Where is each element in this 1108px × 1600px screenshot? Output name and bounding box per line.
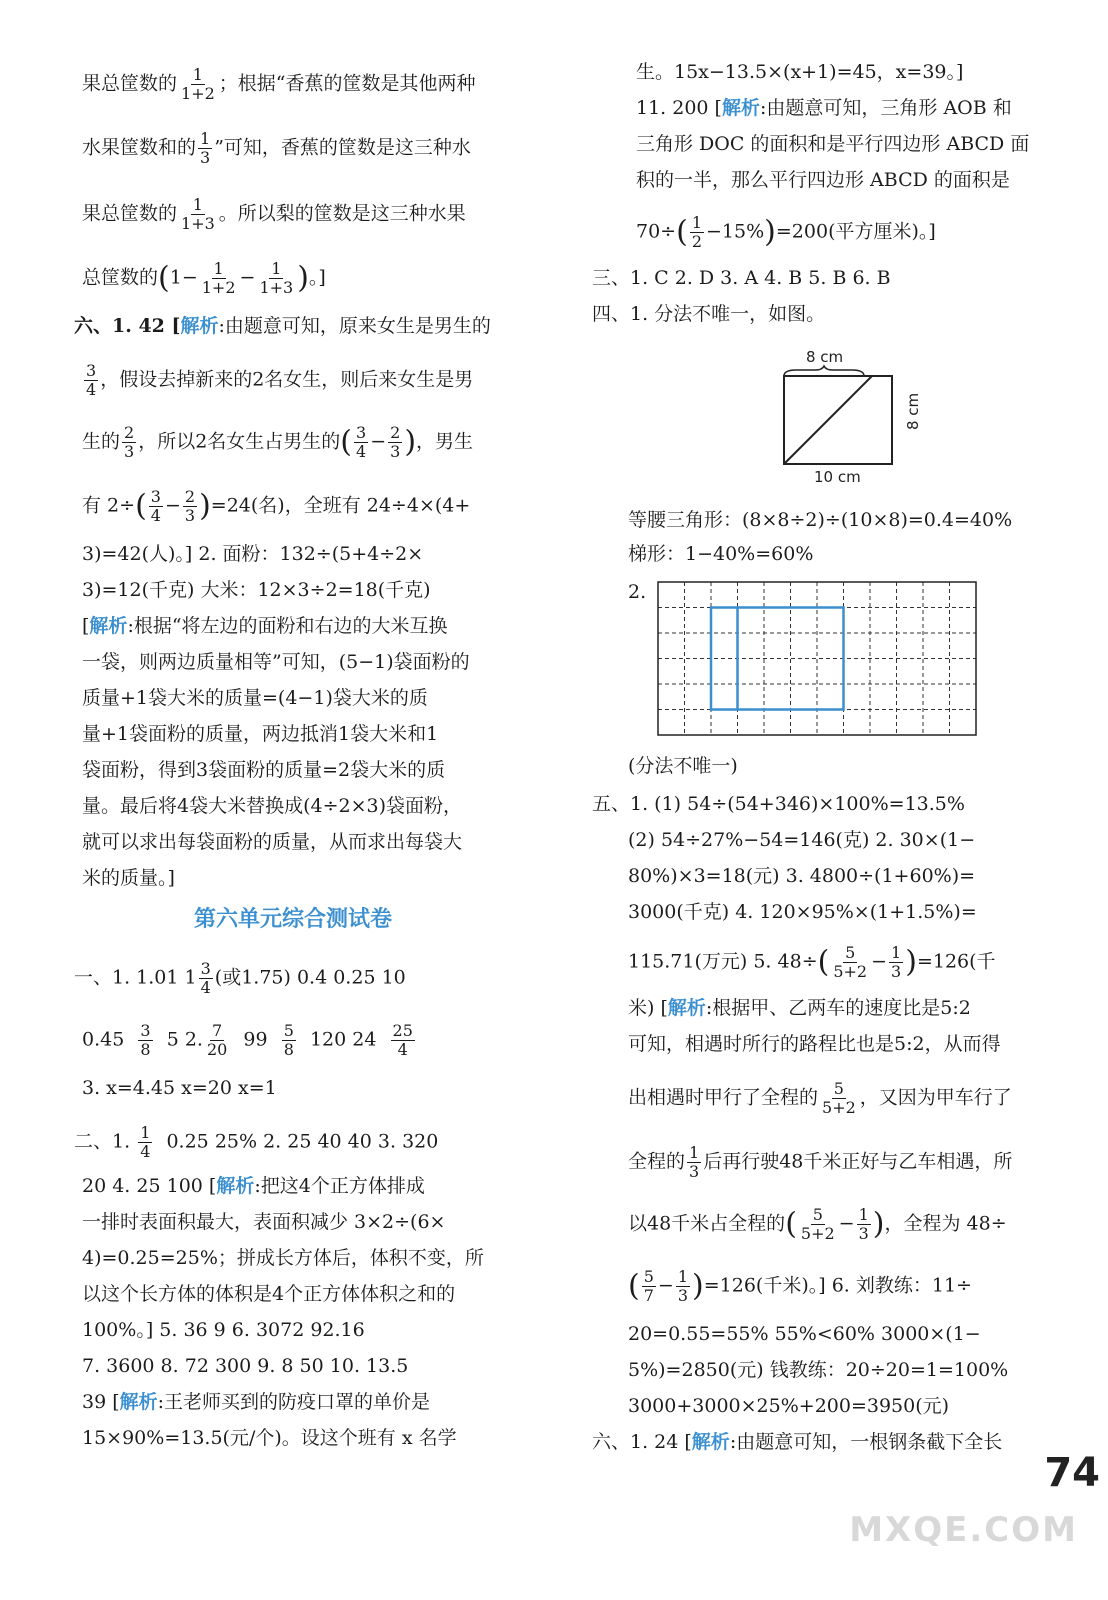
fraction: $\frac{1}{4}$ [140, 1123, 151, 1161]
text-line: 量+1袋面粉的质量，两边抵消1袋大米和1 [82, 723, 439, 745]
text-line: ( $\frac{5}{7}$ − $\frac{1}{3}$ )=126(千米)。] 6. 刘教练：11÷ [628, 1267, 972, 1305]
fraction: $\frac{1}{1+3}$ [259, 259, 294, 297]
fraction: $\frac{5}{5+2}$ [833, 943, 868, 981]
fraction: $\frac{5}{5+2}$ [822, 1079, 856, 1117]
text-line: 70÷( $\frac{1}{2}$ −15%)=200(平方厘米)。] [636, 213, 936, 251]
text-line: 总筐数的(1− $\frac{1}{1+2}$ − $\frac{1}{1+3}$ )。] [82, 259, 326, 297]
text-line: 米的质量。] [82, 867, 175, 889]
text-line: 量。最后将4袋大米替换成(4÷2×3)袋面粉， [82, 795, 463, 817]
brace-top [784, 366, 864, 376]
text-line: 四、1. 分法不唯一，如图。 [592, 303, 826, 325]
fraction: $\frac{1}{3}$ [858, 1205, 869, 1243]
text-line: 20 4. 25 100 [解析:把这4个正方体排成 [82, 1175, 425, 1197]
page-number: 74 [1044, 1450, 1100, 1496]
text-line: 就可以求出每袋面粉的质量，从而求出每袋大 [82, 831, 463, 853]
fraction: $\frac{1}{3}$ [891, 943, 902, 981]
text-line: 生的 $\frac{2}{3}$ ，所以2名女生占男生的( $\frac{3}{4}$ − $\frac{2}{3}$ )，男生 [82, 423, 474, 461]
section-title: 第六单元综合测试卷 [194, 907, 393, 932]
label-top: 8 cm [806, 348, 844, 366]
text-line: 三、1. C 2. D 3. A 4. B 5. B 6. B [592, 267, 891, 289]
text-line: 六、1. 24 [解析:由题意可知，一根钢条截下全长 [592, 1431, 1003, 1453]
text-line: 出相遇时甲行了全程的 $\frac{5}{5+2}$ ，又因为甲车行了 [628, 1079, 1012, 1117]
rect-outline [784, 376, 892, 464]
grid-figure [656, 580, 986, 740]
text-line: 果总筐数的 $\frac{1}{1+2}$ ；根据“香蕉的筐数是其他两种 [82, 65, 476, 103]
text-line: 全程的 $\frac{1}{3}$ 后再行驶48千米正好与乙车相遇，所 [628, 1143, 1013, 1181]
fraction: $\frac{1}{1+3}$ [181, 195, 215, 233]
text-line: 积的一半，那么平行四边形 ABCD 的面积是 [636, 169, 1010, 191]
watermark: MXQE.COM [849, 1510, 1078, 1550]
label-bottom: 10 cm [814, 468, 861, 486]
text-line: 二、1. $\frac{1}{4}$ 0.25 25% 2. 25 40 40 3. 320 [74, 1123, 439, 1161]
text-line: 39 [解析:王老师买到的防疫口罩的单价是 [82, 1391, 431, 1413]
fraction: $\frac{1}{3}$ [689, 1143, 700, 1181]
fraction: $\frac{3}{4}$ [356, 423, 367, 461]
analysis-label: 解析 [180, 315, 219, 337]
text-line: 11. 200 [解析:由题意可知，三角形 AOB 和 [636, 97, 1012, 119]
text-line: 袋面粉，得到3袋面粉的质量=2袋大米的质 [82, 759, 446, 781]
text-line: 一、1. 1.01 1 $\frac{3}{4}$ (或1.75) 0.4 0.25 10 [74, 959, 406, 997]
fraction: $\frac{1}{3}$ [200, 129, 211, 167]
text-line: 0.45 $\frac{3}{8}$ 5 2. $\frac{7}{20}$ 99 $\frac{5}{8}$ 120 24 $\frac{25}{4}$ [82, 1021, 413, 1059]
rectangle-figure [772, 340, 922, 490]
fraction: $\frac{1}{1+2}$ [181, 65, 215, 103]
fraction: $\frac{2}{3}$ [124, 423, 135, 461]
text-line: 115.71(万元) 5. 48÷( $\frac{5}{5+2}$ − $\frac{1}{3}$ )=126(千 [628, 943, 996, 981]
text-line: (分法不唯一) [628, 755, 738, 777]
text-line: 一袋，则两边质量相等”可知，(5−1)袋面粉的 [82, 651, 470, 673]
text-line: 3)=12(千克) 大米：12×3÷2=18(千克) [82, 579, 431, 601]
fraction: $\frac{1}{1+2}$ [201, 259, 236, 297]
text-line: 2. [628, 581, 647, 603]
fraction: $\frac{2}{3}$ [184, 487, 196, 525]
text-line: 质量+1袋大米的质量=(4−1)袋大米的质 [82, 687, 428, 709]
text-line: (2) 54÷27%−54=146(克) 2. 30×(1− [628, 829, 976, 851]
fraction: $\frac{3}{4}$ [200, 959, 211, 997]
text-line: 五、1. (1) 54÷(54+346)×100%=13.5% [592, 793, 965, 815]
text-line: 等腰三角形：(8×8÷2)÷(10×8)=0.4=40% [628, 509, 1013, 531]
fraction: $\frac{1}{3}$ [677, 1267, 689, 1305]
fraction: $\frac{3}{4}$ [150, 487, 161, 525]
text-line: 水果筐数和的 $\frac{1}{3}$ ”可知，香蕉的筐数是这三种水 [82, 129, 471, 167]
text-line: 三角形 DOC 的面积和是平行四边形 ABCD 面 [636, 133, 1030, 155]
fraction: $\frac{5}{8}$ [283, 1021, 294, 1059]
text-line: 可知，相遇时所行的路程比也是5:2，从而得 [628, 1033, 1001, 1055]
fraction: $\frac{1}{2}$ [691, 213, 703, 251]
text-line: 3000+3000×25%+200=3950(元) [628, 1395, 950, 1417]
text-line: 7. 3600 8. 72 300 9. 8 50 10. 13.5 [82, 1355, 409, 1377]
text-line: 3. x=4.45 x=20 x=1 [82, 1077, 277, 1099]
text-line: 米) [解析:根据甲、乙两车的速度比是5:2 [628, 997, 971, 1019]
label-side: 8 cm [904, 392, 922, 430]
fraction: $\frac{5}{7}$ [643, 1267, 654, 1305]
fraction: $\frac{2}{3}$ [390, 423, 401, 461]
text-line: 六、1. 42 [解析:由题意可知，原来女生是男生的 [74, 315, 491, 337]
fraction: $\frac{7}{20}$ [206, 1021, 228, 1059]
text-line: 梯形：1−40%=60% [628, 543, 814, 565]
text-line: 3000(千克) 4. 120×95%×(1+1.5%)= [628, 901, 977, 923]
text-line: 15×90%=13.5(元/个)。设这个班有 x 名学 [82, 1427, 457, 1449]
text-line: 有 2÷( $\frac{3}{4}$ − $\frac{2}{3}$ )=24(名)，全班有 24÷4×(4+ [82, 487, 471, 525]
text-line: 100%。] 5. 36 9 6. 3072 92.16 [82, 1319, 365, 1341]
fraction: $\frac{3}{8}$ [140, 1021, 151, 1059]
text-line: 4)=0.25=25%；拼成长方体后，体积不变，所 [82, 1247, 484, 1269]
text-line: 80%)×3=18(元) 3. 4800÷(1+60%)= [628, 865, 976, 887]
diagonal-line [784, 376, 872, 464]
text-line: 以这个长方体的体积是4个正方体体积之和的 [82, 1283, 456, 1305]
text-line: 以48千米占全程的( $\frac{5}{5+2}$ − $\frac{1}{3}$ )，全程为 48÷ [628, 1205, 1007, 1243]
text-line: 果总筐数的 $\frac{1}{1+3}$ 。所以梨的筐数是这三种水果 [82, 195, 466, 233]
text-line: 一排时表面积最大，表面积减少 3×2÷(6× [82, 1211, 446, 1233]
fraction: $\frac{3}{4}$ [86, 361, 97, 399]
text-line: 3)=42(人)。] 2. 面粉：132÷(5+4÷2× [82, 543, 424, 565]
text-line: $\frac{3}{4}$ ，假设去掉新来的2名女生，则后来女生是男 [86, 361, 474, 399]
fraction: $\frac{5}{5+2}$ [800, 1205, 835, 1243]
text-line: 生。15x−13.5×(x+1)=45，x=39。] [636, 61, 964, 83]
text-line: 5%)=2850(元) 钱教练：20÷20=1=100% [628, 1359, 1009, 1381]
fraction: $\frac{25}{4}$ [392, 1021, 413, 1059]
text-line: [解析:根据“将左边的面粉和右边的大米互换 [82, 615, 448, 637]
text-line: 20=0.55=55% 55%<60% 3000×(1− [628, 1323, 981, 1345]
